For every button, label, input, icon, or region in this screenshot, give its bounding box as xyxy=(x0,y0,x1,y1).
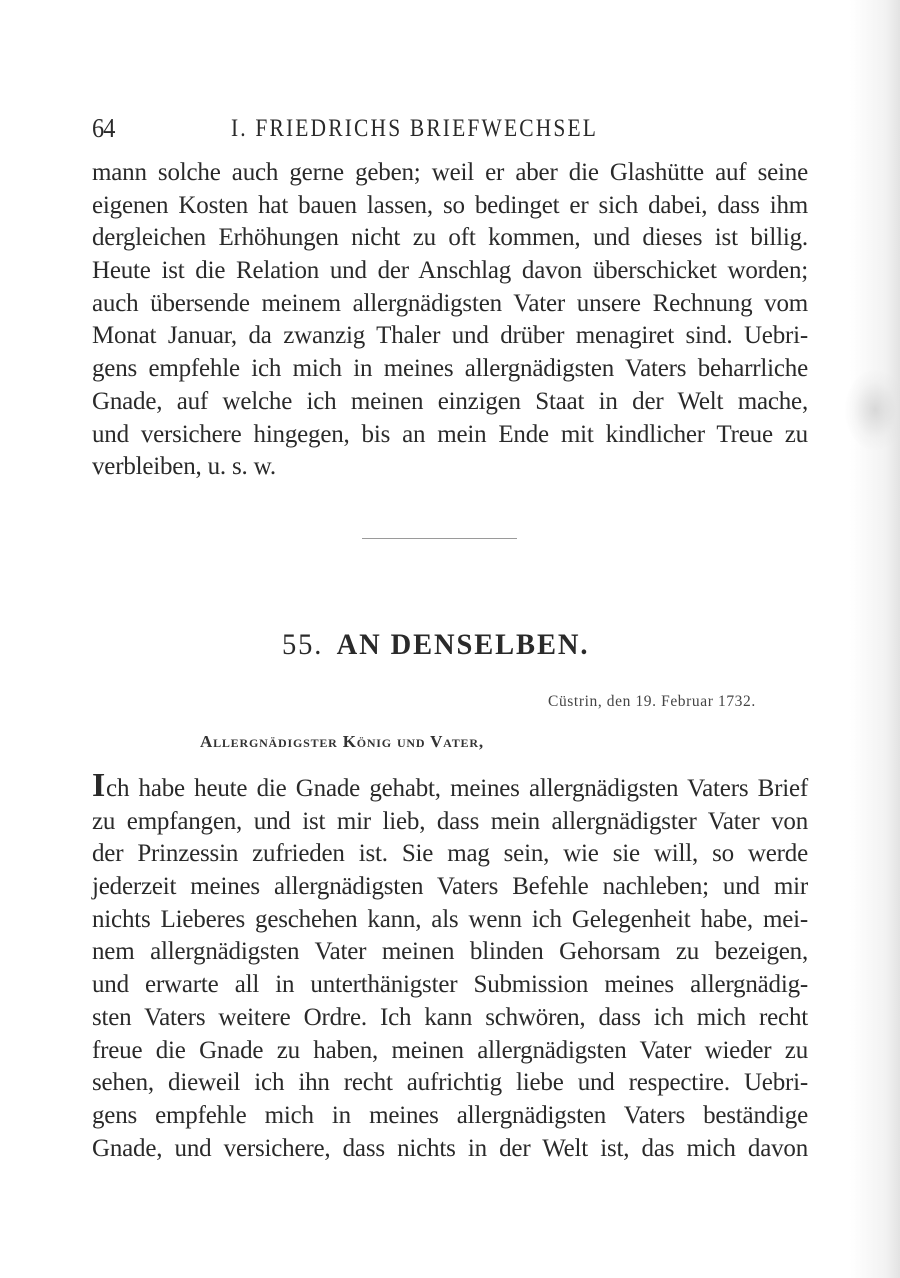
text-line: dergleichen Erhöhungen nicht zu oft kommen, und dieses ist billig. xyxy=(92,224,808,252)
text-line: eigenen Kosten hat bauen lassen, so bedinget er sich dabei, dass ihm xyxy=(92,191,808,219)
text-line: sehen, dieweil ich ihn recht aufrichtig liebe und respectire. Uebri- xyxy=(92,1069,808,1097)
text-line: nichts Lieberes geschehen kann, als wenn ich Gelegenheit habe, mei- xyxy=(92,905,808,933)
text-line: Monat Januar, da zwanzig Thaler und drüber menagiret sind. Uebri- xyxy=(92,322,808,350)
drop-cap: I xyxy=(92,767,106,804)
text-line: auch übersende meinem allergnädigsten Vater unsere Rechnung vom xyxy=(92,289,808,317)
page-edge-shadow xyxy=(850,0,900,1278)
first-line-text: ch habe heute die Gnade gehabt, meines allergnädigsten Vaters Brief xyxy=(106,775,808,802)
text-line: Gnade, auf welche ich meinen einzigen Staat in der Welt mache, xyxy=(92,387,808,415)
text-line: Gnade, und versichere, dass nichts in der Welt ist, das mich davon xyxy=(92,1134,808,1162)
text-line: nem allergnädigsten Vater meinen blinden Gehorsam zu bezeigen, xyxy=(92,938,808,966)
letter-number: 55. xyxy=(282,628,324,661)
text-line: mann solche auch gerne geben; weil er aber die Glashütte auf seine xyxy=(92,159,808,186)
continuation-paragraph xyxy=(92,157,808,484)
text-line: gens empfehle mich in meines allergnädigsten Vaters beständige xyxy=(92,1101,808,1129)
text-line: verbleiben, u. s. w. xyxy=(92,453,276,481)
running-title: I. FRIEDRICHS BRIEFWECHSEL xyxy=(231,115,599,142)
salutation: Allergnädigster König und Vater, xyxy=(200,732,484,751)
letter-heading xyxy=(282,628,589,662)
text-line: freue die Gnade zu haben, meinen allergnädigsten Vater wieder zu xyxy=(92,1036,808,1064)
section-divider xyxy=(362,538,517,539)
text-line: und erwarte all in unterthänigster Submission meines allergnädig- xyxy=(92,971,808,999)
text-line: jederzeit meines allergnädigsten Vaters Befehle nachleben; und mir xyxy=(92,873,808,901)
letter-title: AN DENSELBEN. xyxy=(336,628,590,661)
text-line: gens empfehle ich mich in meines allergnädigsten Vaters beharrliche xyxy=(92,355,808,383)
scan-smudge xyxy=(845,370,900,450)
text-line: und versichere hingegen, bis an mein Ende mit kindlicher Treue zu xyxy=(92,420,808,448)
letter-body xyxy=(92,767,808,1165)
page-number: 64 xyxy=(92,113,115,143)
text-line: Heute ist die Relation und der Anschlag davon überschicket worden; xyxy=(92,257,808,285)
dateline: Cüstrin, den 19. Februar 1732. xyxy=(548,693,756,710)
text-line: zu empfangen, und ist mir lieb, dass mein allergnädigster Vater von xyxy=(92,807,808,835)
text-line: sten Vaters weitere Ordre. Ich kann schwören, dass ich mich recht xyxy=(92,1003,808,1031)
running-header xyxy=(92,113,812,149)
text-line: der Prinzessin zufrieden ist. Sie mag sein, wie sie will, so werde xyxy=(92,840,808,868)
text-line-first xyxy=(92,767,808,806)
